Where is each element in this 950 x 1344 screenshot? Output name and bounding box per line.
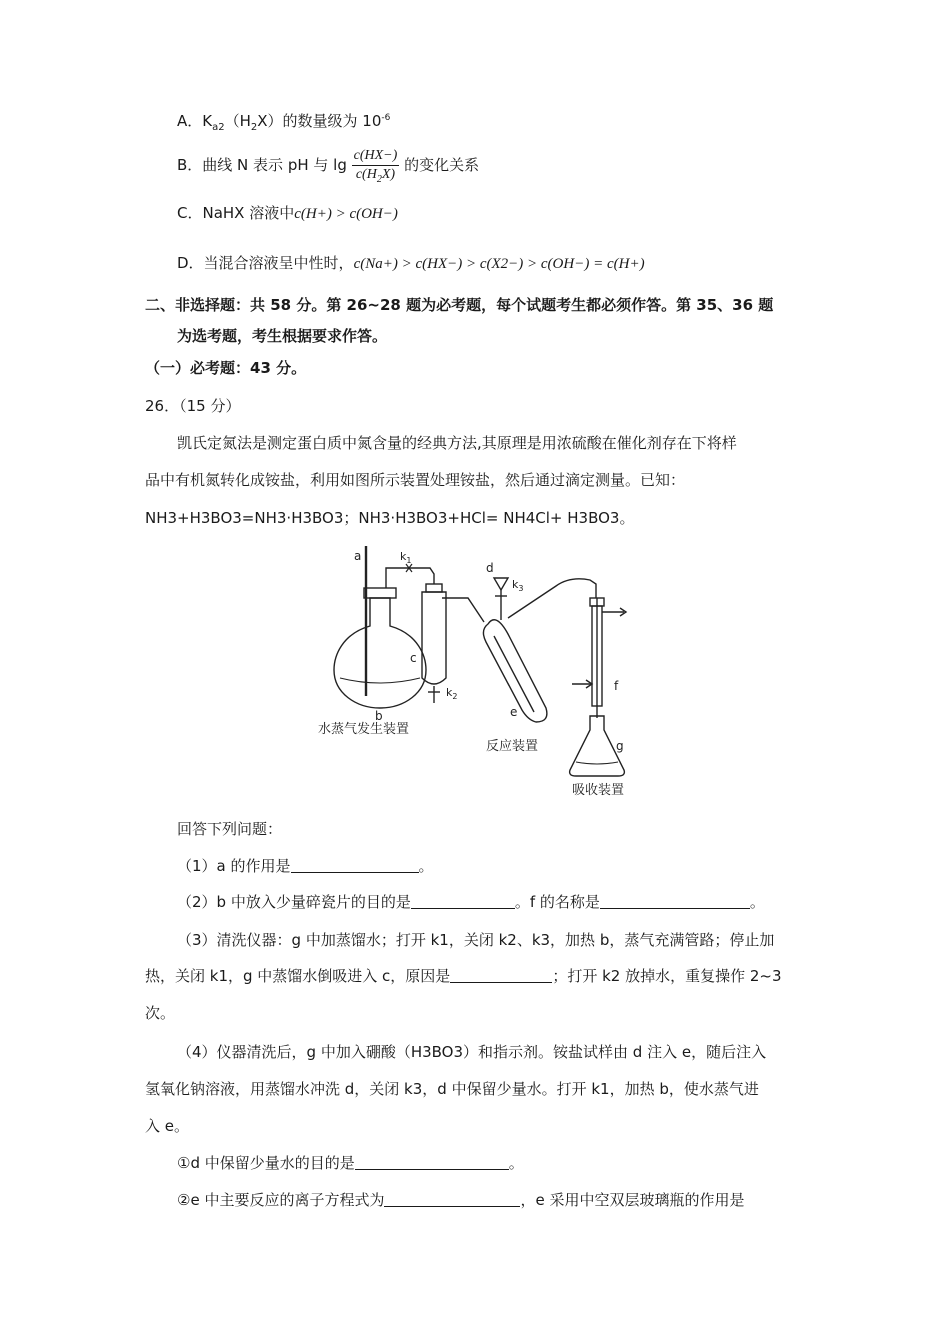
q4a-blank[interactable] bbox=[355, 1155, 509, 1170]
option-a-exponent: -6 bbox=[381, 113, 391, 123]
q4-line-3: 入 e。 bbox=[145, 1117, 189, 1135]
q3-text-end: ；打开 k2 放掉水，重复操作 2~3 bbox=[552, 967, 782, 985]
q4a-end: 。 bbox=[508, 1154, 524, 1172]
label-e: e bbox=[510, 705, 518, 719]
fraction-denominator bbox=[352, 166, 400, 184]
section-heading: 二、非选择题：共 58 分。第 26~28 题为必考题，每个试题考生都必须作答。第 35、36 题 bbox=[145, 296, 774, 314]
section-heading-cont: 为选考题，考生根据要求作答。 bbox=[177, 327, 388, 345]
option-b-prefix: B．曲线 N 表示 pH 与 lg bbox=[177, 156, 347, 174]
q3-blank[interactable] bbox=[450, 968, 552, 983]
option-d-expression: c(Na+) > c(HX−) > c(X2−) > c(OH−) = c(H+) bbox=[353, 256, 645, 272]
label-k1: $k_1$ bbox=[400, 550, 412, 565]
option-d bbox=[177, 253, 645, 274]
option-c bbox=[177, 203, 398, 224]
q3-line-3: 次。 bbox=[145, 1004, 176, 1022]
option-c-expression: c(H+) > c(OH−) bbox=[294, 206, 398, 222]
q4-sub-1 bbox=[177, 1153, 524, 1173]
option-b bbox=[177, 143, 479, 187]
label-f: f bbox=[614, 679, 619, 693]
option-a bbox=[177, 111, 390, 131]
q4b-text: ②e 中主要反应的离子方程式为 bbox=[177, 1191, 385, 1209]
caption-absorb: 吸收装置 bbox=[572, 783, 625, 798]
den-post: X) bbox=[381, 167, 396, 182]
q2-blank-2[interactable] bbox=[600, 894, 750, 909]
label-k3: $k_3$ bbox=[512, 578, 524, 593]
q3-text: 热，关闭 k1，g 中蒸馏水倒吸进入 c，原因是 bbox=[145, 967, 451, 985]
question-number: 26．（15 分） bbox=[145, 397, 241, 415]
required-heading: （一）必考题：43 分。 bbox=[145, 359, 307, 377]
label-g: g bbox=[616, 739, 624, 753]
apparatus-diagram bbox=[308, 538, 668, 800]
label-c: c bbox=[410, 651, 417, 665]
label-b: b bbox=[375, 709, 383, 723]
fraction-numerator: c(HX−) bbox=[352, 147, 400, 166]
option-b-suffix: 的变化关系 bbox=[404, 156, 480, 174]
q2-text: （2）b 中放入少量碎瓷片的目的是 bbox=[177, 893, 411, 911]
q1 bbox=[177, 856, 434, 876]
q4-sub-2 bbox=[177, 1190, 744, 1210]
den-pre: c(H bbox=[355, 167, 377, 182]
caption-steam: 水蒸气发生装置 bbox=[318, 722, 410, 737]
question-intro-2: 品中有机氮转化成铵盐，利用如图所示装置处理铵盐，然后通过滴定测量。已知： bbox=[145, 471, 686, 489]
q4b-blank[interactable] bbox=[384, 1192, 520, 1207]
q3-line-2 bbox=[145, 966, 782, 986]
q2-mid: 。f 的名称是 bbox=[514, 893, 600, 911]
question-intro-1: 凯氏定氮法是测定蛋白质中氮含量的经典方法,其原理是用浓硫酸在催化剂存在下将样 bbox=[177, 434, 737, 452]
option-c-prefix: C．NaHX 溶液中 bbox=[177, 204, 295, 222]
option-a-mid: （H bbox=[224, 112, 251, 130]
q2-end: 。 bbox=[749, 893, 765, 911]
reaction-equations: NH3+H3BO3=NH3·H3BO3；NH3·H3BO3+HCl= NH4Cl+ H3BO3。 bbox=[145, 509, 635, 527]
option-a-prefix: A．K bbox=[177, 112, 213, 130]
q2-blank-1[interactable] bbox=[411, 894, 515, 909]
option-d-prefix: D．当混合溶液呈中性时， bbox=[177, 254, 354, 272]
option-b-fraction bbox=[352, 147, 400, 184]
option-a-suffix: X）的数量级为 10 bbox=[257, 112, 382, 130]
label-a: a bbox=[354, 549, 362, 563]
label-d: d bbox=[486, 561, 494, 575]
option-a-sub2: 2 bbox=[250, 122, 258, 133]
option-a-sub: a2 bbox=[212, 122, 225, 133]
q4-line-2: 氢氧化钠溶液，用蒸馏水冲洗 d，关闭 k3，d 中保留少量水。打开 k1，加热 b，使水蒸气进 bbox=[145, 1080, 759, 1098]
q1-end: 。 bbox=[418, 857, 434, 875]
q2 bbox=[177, 892, 765, 912]
q4b-end: ，e 采用中空双层玻璃瓶的作用是 bbox=[520, 1191, 745, 1209]
caption-reaction: 反应装置 bbox=[486, 739, 539, 754]
q1-blank[interactable] bbox=[291, 858, 419, 873]
q1-text: （1）a 的作用是 bbox=[177, 857, 291, 875]
questions-lead: 回答下列问题： bbox=[177, 820, 283, 838]
q4a-text: ①d 中保留少量水的目的是 bbox=[177, 1154, 355, 1172]
den-sub: 2 bbox=[376, 174, 382, 185]
q4-line-1: （4）仪器清洗后，g 中加入硼酸（H3BO3）和指示剂。铵盐试样由 d 注入 e，随后注入 bbox=[177, 1043, 767, 1061]
label-k2: $k_2$ bbox=[446, 686, 458, 701]
q3-line-1: （3）清洗仪器：g 中加蒸馏水；打开 k1，关闭 k2、k3，加热 b，蒸气充满管路；停止加 bbox=[177, 931, 775, 949]
